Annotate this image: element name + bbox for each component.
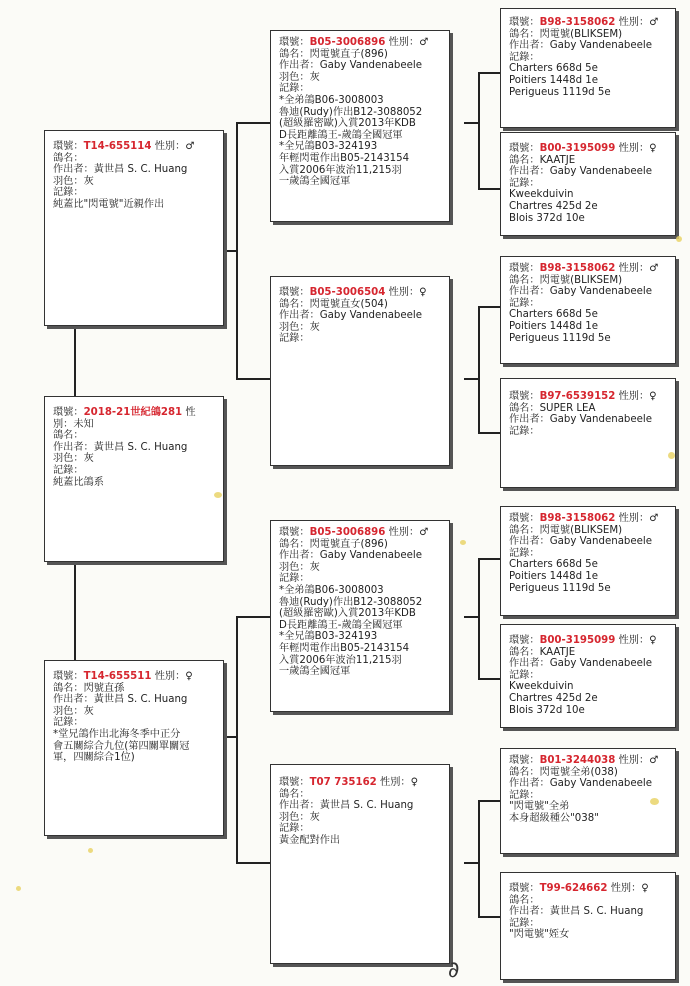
ring-number: T07 735162 bbox=[309, 777, 377, 788]
record-line: *全弟鴿B06-3008003 bbox=[279, 94, 384, 106]
ring-number: B98-3158062 bbox=[539, 17, 616, 28]
record-line: "閃電號"姪女 bbox=[509, 929, 570, 941]
sex-symbol: ♀ bbox=[410, 777, 419, 788]
lineage-connector bbox=[478, 306, 480, 432]
sex-symbol: ♂ bbox=[649, 513, 659, 524]
record-line: 年輕閃電作出B05-2143154 bbox=[279, 152, 410, 164]
record-line: 魯迪(Rudy)作出B12-3088052 bbox=[279, 106, 423, 118]
ring-number: B00-3195099 bbox=[539, 635, 616, 646]
sex-symbol: ♂ bbox=[649, 755, 659, 766]
lineage-connector bbox=[478, 800, 500, 802]
record-line: Poitiers 1448d 1e bbox=[509, 320, 599, 332]
record-line: Poitiers 1448d 1e bbox=[509, 74, 599, 86]
pedigree-card-ggp-4: 環號：B97-6539152 性別：♀ 鴿名：SUPER LEA 作出者：Gaby Vandenabeele 記錄： bbox=[500, 378, 676, 488]
record-line: 一歲鴿全國冠軍 bbox=[279, 176, 351, 188]
lineage-connector bbox=[236, 378, 270, 380]
ring-number: T14-655114 bbox=[83, 141, 152, 152]
ring-number: B05-3006896 bbox=[309, 37, 386, 48]
record-line: Chartres 425d 2e bbox=[509, 692, 598, 704]
record-line: 黃金配對作出 bbox=[279, 834, 341, 846]
pedigree-card-sire-dam: 環號：B05-3006504 性別：♀ 鴿名：閃電號直女(504) 作出者：Gaby Vandenabeele 羽色：灰 記錄： bbox=[270, 276, 450, 466]
signature-scribble: ∂ bbox=[448, 958, 460, 983]
record-line: D長距離鴿王-歲鴿全國冠軍 bbox=[279, 129, 403, 141]
lineage-connector bbox=[236, 616, 238, 862]
record-line: Charters 668d 5e bbox=[509, 309, 598, 321]
lineage-connector bbox=[236, 122, 238, 378]
lineage-connector bbox=[74, 326, 76, 396]
record-line: 入賞2006年波治11,215羽 bbox=[279, 654, 402, 666]
pedigree-card-subject: 環號：2018-21世紀鴿281 性 別：未知 鴿名： 作出者：黃世昌 S. C. Huang 羽色：灰 記錄： 純蓋比鴿系 bbox=[44, 396, 224, 562]
ring-number: T14-655511 bbox=[83, 671, 152, 682]
record-line: 本身超級種公"038" bbox=[509, 812, 599, 824]
paper-speck bbox=[668, 452, 675, 459]
lineage-connector bbox=[478, 72, 500, 74]
ring-number: B97-6539152 bbox=[539, 391, 616, 402]
record-line: Kweekduivin bbox=[509, 189, 574, 201]
ring-number: B05-3006504 bbox=[309, 287, 386, 298]
sex-symbol: ♂ bbox=[649, 17, 659, 28]
lineage-connector bbox=[478, 72, 480, 188]
record-line: "閃電號"全弟 bbox=[509, 801, 570, 813]
lineage-connector bbox=[236, 616, 270, 618]
sex-symbol: ♂ bbox=[649, 263, 659, 274]
pedigree-card-dam: 環號：T14-655511 性別：♀ 鴿名：閃號直孫 作出者：黃世昌 S. C. Huang 羽色：灰 記錄： *堂兄鴿作出北海冬季中正分 會五關綜合九位(第四關單關冠 軍，四關綜合1位) bbox=[44, 660, 224, 836]
lineage-connector bbox=[478, 558, 500, 560]
lineage-connector bbox=[478, 800, 480, 916]
pedigree-card-ggp-6: 環號：B00-3195099 性別：♀ 鴿名：KAATJE 作出者：Gaby Vandenabeele 記錄： Kweekduivin Chartres 425d 2e Blois 372d 10e bbox=[500, 624, 676, 728]
record-line: 入賞2006年波治11,215羽 bbox=[279, 164, 402, 176]
sex-symbol: ♀ bbox=[185, 671, 193, 682]
lineage-connector bbox=[478, 188, 500, 190]
pedigree-card-ggp-1: 環號：B98-3158062 性別：♂ 鴿名：閃電號(BLIKSEM) 作出者：Gaby Vandenabeele 記錄： Charters 668d 5e Poitiers 1448d 1e Perigueus 1119d 5e bbox=[500, 8, 676, 128]
pedigree-card-sire: 環號：T14-655114 性別：♂ 鴿名： 作出者：黃世昌 S. C. Huang 羽色：灰 記錄： 純蓋比"閃電號"近親作出 bbox=[44, 130, 224, 326]
sex-symbol: ♀ bbox=[649, 143, 657, 154]
sex-symbol: ♀ bbox=[649, 391, 657, 402]
ring-number: B05-3006896 bbox=[309, 527, 386, 538]
record-line: (超級羅密歐)入賞2013年KDB bbox=[279, 118, 416, 130]
paper-speck bbox=[16, 886, 21, 891]
paper-speck bbox=[460, 540, 466, 545]
pedigree-card-ggp-3: 環號：B98-3158062 性別：♂ 鴿名：閃電號(BLIKSEM) 作出者：Gaby Vandenabeele 記錄： Charters 668d 5e Poitiers 1448d 1e Perigueus 1119d 5e bbox=[500, 256, 676, 364]
lineage-connector bbox=[478, 558, 480, 678]
record-line: Blois 372d 10e bbox=[509, 212, 585, 224]
lineage-connector bbox=[478, 432, 500, 434]
paper-speck bbox=[88, 848, 93, 853]
record-line: 年輕閃電作出B05-2143154 bbox=[279, 642, 410, 654]
paper-speck bbox=[214, 492, 222, 498]
record-line: Charters 668d 5e bbox=[509, 559, 598, 571]
record-line: 純蓋比"閃電號"近親作出 bbox=[53, 198, 165, 210]
sex-symbol: ♂ bbox=[419, 37, 429, 48]
paper-speck bbox=[650, 798, 659, 805]
lineage-connector bbox=[74, 562, 76, 660]
record-line: D長距離鴿王-歲鴿全國冠軍 bbox=[279, 619, 403, 631]
pedigree-card-dam-dam: 環號：T07 735162 性別：♀ 鴿名： 作出者：黃世昌 S. C. Huang 羽色：灰 記錄： 黃金配對作出 bbox=[270, 764, 450, 964]
record-line: Chartres 425d 2e bbox=[509, 200, 598, 212]
sex-symbol: ♂ bbox=[185, 141, 195, 152]
record-line: Charters 668d 5e bbox=[509, 63, 598, 75]
record-line: Perigueus 1119d 5e bbox=[509, 86, 611, 98]
sex-symbol: ♀ bbox=[649, 635, 657, 646]
lineage-connector bbox=[478, 306, 500, 308]
pedigree-card-sire-sire: 環號：B05-3006896 性別：♂ 鴿名：閃電號直子(896) 作出者：Gaby Vandenabeele 羽色：灰 記錄： *全弟鴿B06-3008003 魯迪(Rudy)作出B12-3088052 (超級羅密歐)入賞2013年KDB D長距離鴿王-歲鴿全國冠軍 *全兄鴿B03-324193 年輕閃電作出B05-2143154 入賞2006年波治11,215羽 一歲鴿全國冠軍 bbox=[270, 30, 450, 222]
pedigree-card-ggp-8: 環號：T99-624662 性別：♀ 鴿名： 作出者：黃世昌 S. C. Huang 記錄： "閃電號"姪女 bbox=[500, 872, 676, 980]
record-line: *全弟鴿B06-3008003 bbox=[279, 584, 384, 596]
ring-number: B00-3195099 bbox=[539, 143, 616, 154]
ring-number: 2018-21世紀鴿281 bbox=[83, 407, 183, 418]
sex-symbol: ♀ bbox=[419, 287, 427, 298]
lineage-connector bbox=[236, 122, 270, 124]
record-line: Poitiers 1448d 1e bbox=[509, 570, 599, 582]
record-line: *堂兄鴿作出北海冬季中正分 bbox=[53, 728, 181, 740]
record-line: 魯迪(Rudy)作出B12-3088052 bbox=[279, 596, 423, 608]
pedigree-card-ggp-5: 環號：B98-3158062 性別：♂ 鴿名：閃電號(BLIKSEM) 作出者：Gaby Vandenabeele 記錄： Charters 668d 5e Poitiers 1448d 1e Perigueus 1119d 5e bbox=[500, 506, 676, 616]
record-line: *全兄鴿B03-324193 bbox=[279, 631, 378, 643]
record-line: 一歲鴿全國冠軍 bbox=[279, 666, 351, 678]
paper-speck bbox=[676, 236, 682, 242]
record-line: 軍，四關綜合1位) bbox=[53, 752, 135, 764]
lineage-connector bbox=[478, 678, 500, 680]
record-line: 會五關綜合九位(第四關單關冠 bbox=[53, 740, 190, 752]
sex-symbol: ♀ bbox=[641, 883, 649, 894]
ring-number: B98-3158062 bbox=[539, 513, 616, 524]
record-line: *全兄鴿B03-324193 bbox=[279, 141, 378, 153]
sex-symbol: ♂ bbox=[419, 527, 429, 538]
record-line: Blois 372d 10e bbox=[509, 704, 585, 716]
ring-number: B01-3244038 bbox=[539, 755, 616, 766]
record-line: Kweekduivin bbox=[509, 681, 574, 693]
record-line: 純蓋比鴿系 bbox=[53, 476, 104, 488]
ring-number: B98-3158062 bbox=[539, 263, 616, 274]
ring-number: T99-624662 bbox=[539, 883, 608, 894]
record-line: Perigueus 1119d 5e bbox=[509, 582, 611, 594]
pedigree-card-dam-sire: 環號：B05-3006896 性別：♂ 鴿名：閃電號直子(896) 作出者：Gaby Vandenabeele 羽色：灰 記錄： *全弟鴿B06-3008003 魯迪(Rudy)作出B12-3088052 (超級羅密歐)入賞2013年KDB D長距離鴿王-歲鴿全國冠軍 *全兄鴿B03-324193 年輕閃電作出B05-2143154 入賞2006年波治11,215羽 一歲鴿全國冠軍 bbox=[270, 520, 450, 712]
lineage-connector bbox=[236, 862, 270, 864]
pedigree-card-ggp-2: 環號：B00-3195099 性別：♀ 鴿名：KAATJE 作出者：Gaby Vandenabeele 記錄： Kweekduivin Chartres 425d 2e Blois 372d 10e bbox=[500, 132, 676, 236]
pedigree-card-ggp-7: 環號：B01-3244038 性別：♂ 鴿名：閃電號全弟(038) 作出者：Gaby Vandenabeele 記錄： "閃電號"全弟 本身超級種公"038" bbox=[500, 748, 676, 854]
record-line: Perigueus 1119d 5e bbox=[509, 332, 611, 344]
record-line: (超級羅密歐)入賞2013年KDB bbox=[279, 608, 416, 620]
lineage-connector bbox=[478, 916, 500, 918]
